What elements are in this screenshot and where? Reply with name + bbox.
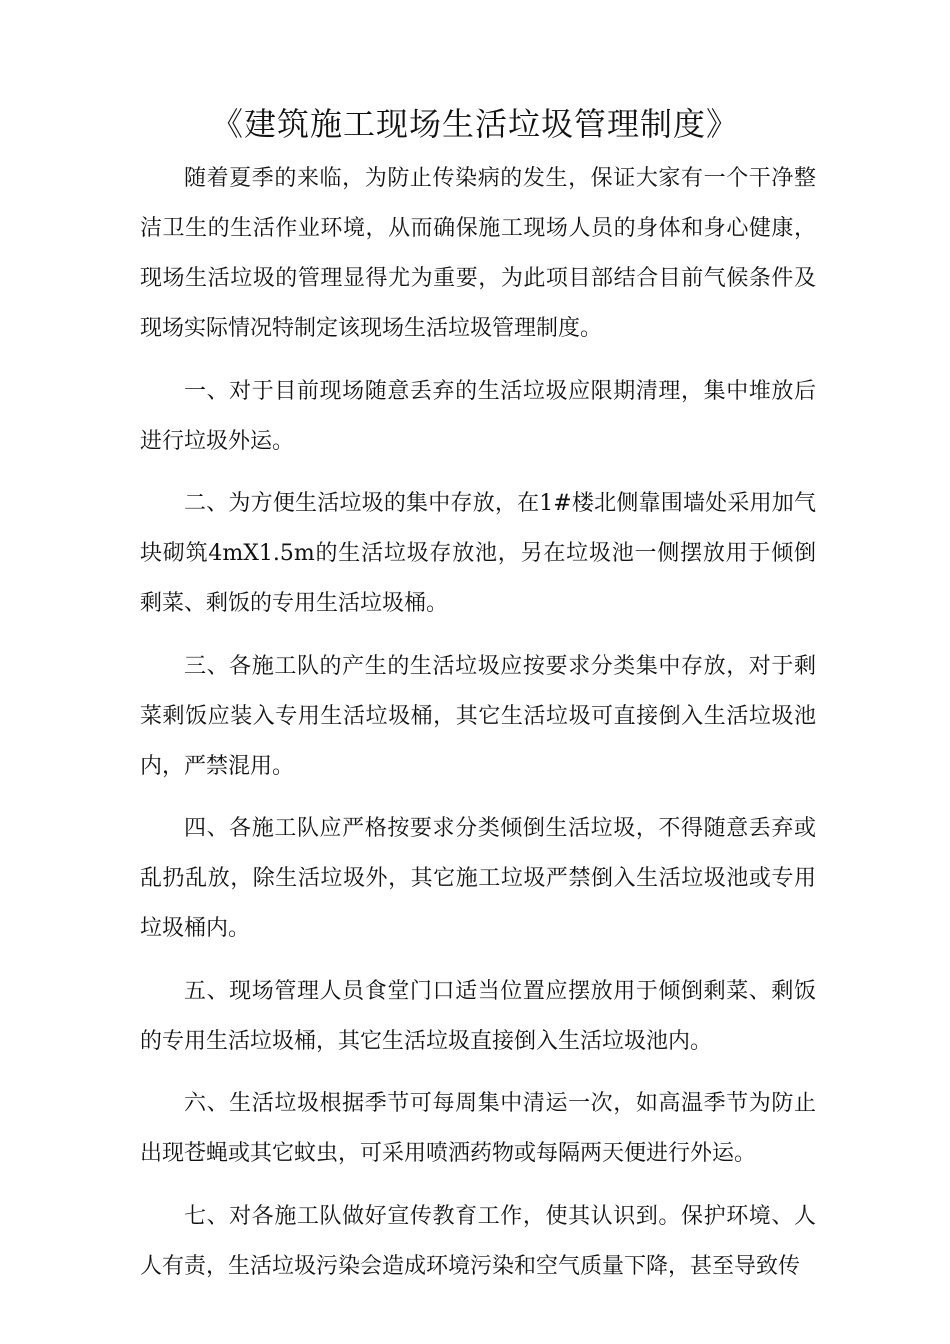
paragraph-item-5: 五、现场管理人员食堂门口适当位置应摆放用于倾倒剩菜、剩饭的专用生活垃圾桶，其它生活垃圾直接倒入生活垃圾池内。 bbox=[140, 978, 816, 1054]
paragraph-item-1: 一、对于目前现场随意丢弃的生活垃圾应限期清理，集中堆放后进行垃圾外运。 bbox=[140, 378, 816, 454]
paragraph-item-7: 七、对各施工队做好宣传教育工作，使其认识到。保护环境、人人有责，生活垃圾污染会造成环境污染和空气质量下降，甚至导致传 bbox=[140, 1203, 816, 1279]
paragraph-intro: 随着夏季的来临，为防止传染病的发生，保证大家有一个干净整洁卫生的生活作业环境，从而确保施工现场人员的身体和身心健康，现场生活垃圾的管理显得尤为重要，为此项目部结合目前气候条件及现场实际情况特制定该现场生活垃圾管理制度。 bbox=[140, 166, 816, 341]
document-body bbox=[140, 154, 816, 1304]
paragraph-item-2: 二、为方便生活垃圾的集中存放，在1#楼北侧靠围墙处采用加气块砌筑4mX1.5m的生活垃圾存放池，另在垃圾池一侧摆放用于倾倒剩菜、剩饭的专用生活垃圾桶。 bbox=[140, 491, 816, 616]
document-title: 《建筑施工现场生活垃圾管理制度》 bbox=[210, 105, 739, 143]
paragraph-item-6: 六、生活垃圾根据季节可每周集中清运一次，如高温季节为防止出现苍蝇或其它蚊虫，可采用喷洒药物或每隔两天便进行外运。 bbox=[140, 1091, 816, 1166]
paragraph-item-3: 三、各施工队的产生的生活垃圾应按要求分类集中存放，对于剩菜剩饭应装入专用生活垃圾桶，其它生活垃圾可直接倒入生活垃圾池内，严禁混用。 bbox=[140, 653, 816, 779]
paragraph-item-4: 四、各施工队应严格按要求分类倾倒生活垃圾，不得随意丢弃或乱扔乱放，除生活垃圾外，其它施工垃圾严禁倒入生活垃圾池或专用垃圾桶内。 bbox=[140, 816, 816, 941]
